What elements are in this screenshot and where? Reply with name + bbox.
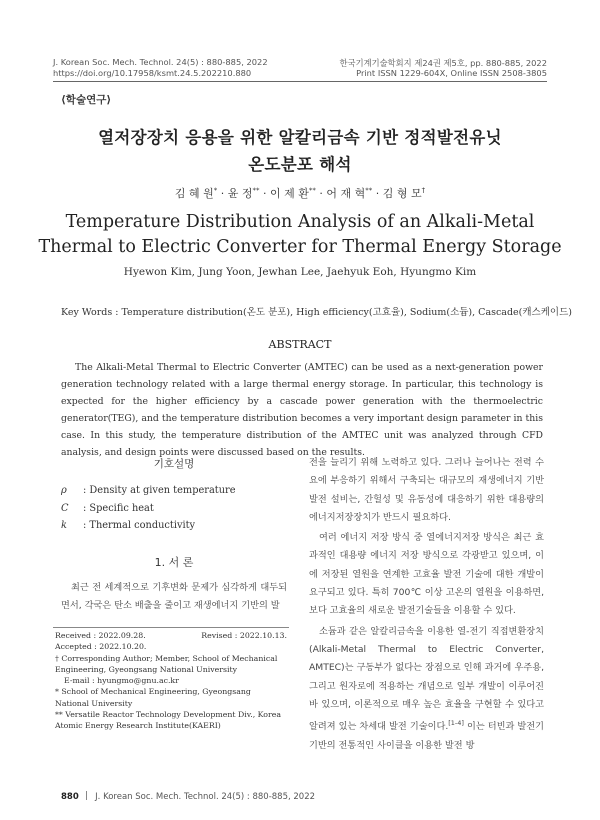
affiliation-2: ** Versatile Reactor Technology Development Div., Korea Atomic Energy Research Institute(KAERI): [55, 710, 281, 731]
nomenclature-item: C : Specific heat: [61, 503, 154, 514]
nomenclature-item: ρ : Density at given temperature: [61, 485, 236, 496]
affiliation-1: * School of Mechanical Engineering, Gyeongsang National University: [55, 687, 251, 708]
abstract-heading: ABSTRACT: [268, 338, 332, 351]
author-ko-1: 김 혜 원: [174, 187, 214, 200]
footnotes: [55, 630, 287, 732]
journal-citation: J. Korean Soc. Mech. Technol. 24(5) : 880-885, 2022: [53, 57, 268, 67]
paragraph: 소듐과 같은 알칼리금속을 이용한 열-전기 직접변환장치(Alkali-Metal Thermal to Electric Converter, AMTEC)는 구동부가 없다는 장점으로 인해 과거에 우주용, 그리고 원자로에 적용하는 개념으로 일부 개발이 이루어진 바 있으며, 이론적으로 매우 높은 효율을 구현할 수 있다고 알려져 있는 차세대 발전 기술이다.[1-4] 이는 터빈과 발전기 기반의 전통적인 사이클을 이용한 발전 방: [309, 625, 545, 751]
section-tag: ⟨학술연구⟩: [61, 94, 112, 106]
nomenclature-item: k : Thermal conductivity: [61, 520, 196, 531]
introduction-heading: 1. 서 론: [154, 556, 194, 569]
nomenclature-heading: 기호설명: [153, 458, 195, 470]
revised-date: Revised : 2022.10.13.: [201, 631, 287, 640]
title-english-line2: Thermal to Electric Converter for Thermal Energy Storage: [38, 237, 562, 257]
footer-citation: J. Korean Soc. Mech. Technol. 24(5) : 880-885, 2022: [95, 792, 316, 802]
citation-reference[interactable]: [1-4]: [448, 719, 464, 728]
corresponding-author: † Corresponding Author; Member, School of Mechanical Engineering, Gyeongsang National University: [55, 653, 278, 674]
keywords: Key Words : Temperature distribution(온도 분포), High efficiency(고효율), Sodium(소듐), Cascade(캐스케이드): [61, 307, 572, 318]
keywords-text: Temperature distribution(온도 분포), High efficiency(고효율), Sodium(소듐), Cascade(캐스케이드): [121, 307, 572, 318]
keywords-label: Key Words: [61, 307, 113, 318]
author-ko-5: 김 형 모: [382, 187, 422, 200]
author-ko-3: 이 제 환: [270, 187, 309, 200]
header-divider: [53, 81, 547, 82]
accepted-date: Accepted : 2022.10.20.: [55, 642, 147, 652]
email-address[interactable]: E-mail : hyungmo@gnu.ac.kr: [64, 676, 179, 686]
issn-info: Print ISSN 1229-604X, Online ISSN 2508-3805: [356, 68, 547, 78]
journal-citation-korean: 한국기계기술학회지 제24권 제5호, pp. 880-885, 2022: [339, 58, 547, 68]
title-english-line1: Temperature Distribution Analysis of an Alkali-Metal: [65, 212, 535, 232]
doi-link[interactable]: https://doi.org/10.17958/ksmt.24.5.202210.880: [53, 68, 252, 78]
author-ko-2: 윤 정: [227, 187, 253, 200]
authors-korean: 김 혜 원* · 윤 정** · 이 제 환** · 어 재 혁** · 김 형 모†: [174, 186, 426, 200]
paragraph: 전을 늘리기 위해 노력하고 있다. 그러나 늘어나는 전력 수요에 부응하기 위해서 구축되는 대규모의 재생에너지 기반 발전 설비는, 간헐성 및 유동성에 대응하기 위한 대용량의 에너지저장장치가 반드시 필요하다.: [309, 457, 544, 523]
title-korean-line1: 열저장장치 응용을 위한 알칼리금속 기반 정적발전유닛: [98, 128, 502, 147]
page-footer: [61, 791, 315, 802]
author-ko-4: 어 재 혁: [326, 187, 366, 200]
authors-english: Hyewon Kim, Jung Yoon, Jewhan Lee, Jaehyuk Eoh, Hyungmo Kim: [123, 266, 477, 278]
abstract-body: The Alkali-Metal Thermal to Electric Converter (AMTEC) can be used as a next-generation power generation technology related with a large thermal energy storage. In particular, this technology is expected for the higher efficiency by a cascade power generation with the thermoelectric generator(TEG), and the temperature distribution becomes a very important design parameter in this case. In this study, the temperature distribution of the AMTEC unit was analyzed through CFD analysis, and design points were discussed based on the results.: [61, 362, 543, 458]
paragraph: 여러 에너지 저장 방식 중 열에너지저장 방식은 최근 효과적인 대용량 에너지 저장 방식으로 각광받고 있으며, 이에 저장된 열원을 연계한 고효율 발전 기술에 대한 개발이 요구되고 있다. 특히 700℃ 이상 고온의 열원을 이용하면, 보다 고효율의 새로운 발전기술들을 이용할 수 있다.: [309, 532, 544, 617]
page-number: 880: [61, 792, 79, 802]
introduction-right-text: [309, 454, 544, 755]
received-date: Received : 2022.09.28.: [55, 631, 146, 640]
title-korean-line2: 온도분포 해석: [248, 155, 352, 174]
introduction-left-text: 최근 전 세계적으로 기후변화 문제가 심각하게 대두되면서, 각국은 탄소 배출을 줄이고 재생에너지 기반의 발: [61, 582, 287, 612]
footnote-divider: [53, 627, 289, 628]
